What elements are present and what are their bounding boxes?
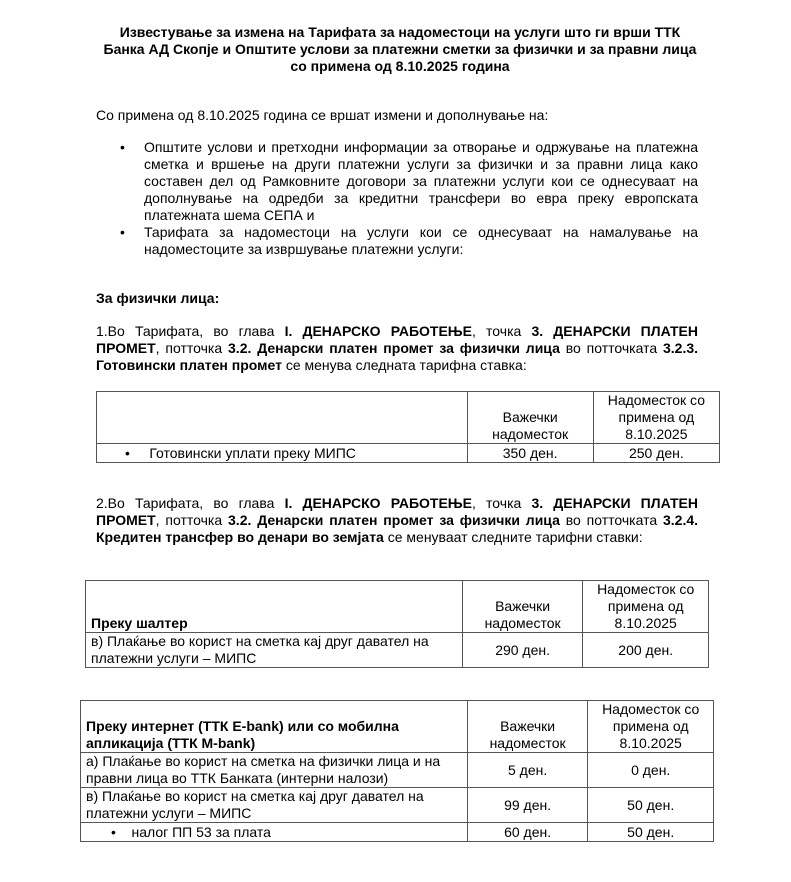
bullet-marker: • bbox=[111, 823, 116, 840]
new-fee: 200 ден. bbox=[583, 633, 709, 668]
para2-bold: 3.2. Денарски платен промет за физички лица bbox=[228, 512, 560, 528]
para1-text: 1.Во Тарифата, во глава bbox=[96, 323, 285, 339]
col-current-header: Важечки надоместок bbox=[467, 392, 593, 444]
table-row bbox=[81, 788, 714, 823]
col-new-header: Надоместок со примена од 8.10.2025 bbox=[593, 392, 719, 444]
row-label-cell bbox=[81, 823, 468, 842]
bullet-marker: • bbox=[120, 139, 125, 155]
new-fee: 0 ден. bbox=[588, 753, 714, 788]
table-row bbox=[97, 444, 720, 463]
new-fee: 250 ден. bbox=[593, 444, 719, 463]
para1-text: во потточката bbox=[559, 340, 663, 356]
table-row bbox=[86, 633, 709, 668]
current-fee: 290 ден. bbox=[462, 633, 583, 668]
para2-bold: 3. ДЕНАРСКИ ПЛАТЕН ПРОМЕТ bbox=[96, 495, 698, 528]
row-label: Готовински уплати преку МИПС bbox=[149, 444, 356, 461]
col-new-header: Надоместок со примена од 8.10.2025 bbox=[583, 581, 709, 633]
table-row bbox=[81, 823, 714, 842]
para2-bold: I. ДЕНАРСКО РАБОТЕЊЕ bbox=[284, 495, 472, 511]
col-current-header: Важечки надоместок bbox=[467, 701, 588, 753]
bullet-tariff: Тарифата за надоместоци на услуги кои се однесуваат на намалување на надоместоците за извршување платежни услуги: bbox=[144, 224, 698, 257]
col-current-header: Важечки надоместок bbox=[462, 581, 583, 633]
tariff-table-counter bbox=[85, 580, 709, 668]
para2-bold: 3.2.4. Кредитен трансфер во денари во земјата bbox=[96, 512, 699, 545]
current-fee: 60 ден. bbox=[467, 823, 588, 842]
para1-text: , точка bbox=[472, 323, 532, 339]
bullet-general-terms: Општите услови и претходни информации за отворање и одржување на платежна сметка и вршење на други платежни услуги за физички и за правни лица како составен дел од Рамковните договори за платежни услуги кои се однесуваат на дополнување на одредби за кредитни трансфери во евра преку европската платежната шема СЕПА и bbox=[144, 139, 698, 223]
para1-text: се менува следната тарифна ставка: bbox=[281, 357, 527, 373]
bullet-marker: • bbox=[125, 444, 130, 461]
para1-bold: I. ДЕНАРСКО РАБОТЕЊЕ bbox=[284, 323, 472, 339]
new-fee: 50 ден. bbox=[588, 823, 714, 842]
new-fee: 50 ден. bbox=[588, 788, 714, 823]
section-heading: За физички лица: bbox=[96, 290, 220, 306]
row-label: в) Плаќање во корист на сметка кај друг давател на платежни услуги – МИПС bbox=[86, 633, 463, 668]
table-row bbox=[81, 753, 714, 788]
intro-text: Со примена од 8.10.2025 година се вршат измени и дополнување на: bbox=[96, 107, 549, 123]
bullet-marker: • bbox=[120, 224, 125, 240]
para2-text: , точка bbox=[472, 495, 532, 511]
paragraph-1 bbox=[96, 323, 698, 374]
row-label: а) Плаќање во корист на сметка на физички лица и на правни лица во ТТК Банката (интерни налози) bbox=[81, 753, 468, 788]
para2-text: во потточката bbox=[559, 512, 663, 528]
para2-text: се менуваат следните тарифни ставки: bbox=[383, 529, 643, 545]
row-label: в) Плаќање во корист на сметка кај друг давател на платежни услуги – МИПС bbox=[81, 788, 468, 823]
table-heading-internet: Преку интернет (ТТК E-bank) или со мобилна апликација (ТТК M-bank) bbox=[81, 701, 468, 753]
col-new-header: Надоместок со примена од 8.10.2025 bbox=[588, 701, 714, 753]
current-fee: 5 ден. bbox=[467, 753, 588, 788]
para2-text: , потточка bbox=[155, 512, 229, 528]
para1-bold: 3.2.3. Готовински платен промет bbox=[96, 340, 699, 373]
current-fee: 99 ден. bbox=[467, 788, 588, 823]
para1-bold: 3.2. Денарски платен промет за физички лица bbox=[228, 340, 560, 356]
tariff-table-cash bbox=[96, 391, 720, 463]
tariff-table-internet bbox=[80, 700, 714, 842]
row-label-cell bbox=[97, 444, 468, 463]
paragraph-2 bbox=[96, 495, 698, 546]
para2-text: 2.Во Тарифата, во глава bbox=[96, 495, 285, 511]
table-header-empty bbox=[97, 392, 468, 444]
para1-text: , потточка bbox=[155, 340, 229, 356]
current-fee: 350 ден. bbox=[467, 444, 593, 463]
table-heading-counter: Преку шалтер bbox=[86, 581, 463, 633]
row-label: налог ПП 53 за плата bbox=[131, 823, 271, 840]
para1-bold: 3. ДЕНАРСКИ ПЛАТЕН ПРОМЕТ bbox=[96, 323, 698, 356]
document-title: Известување за измена на Тарифата за надоместоци на услуги што ги врши ТТК Банка АД Скопје и Општите услови за платежни сметки за физички и за правни лица со примена од 8.10.2025 година bbox=[103, 24, 697, 74]
